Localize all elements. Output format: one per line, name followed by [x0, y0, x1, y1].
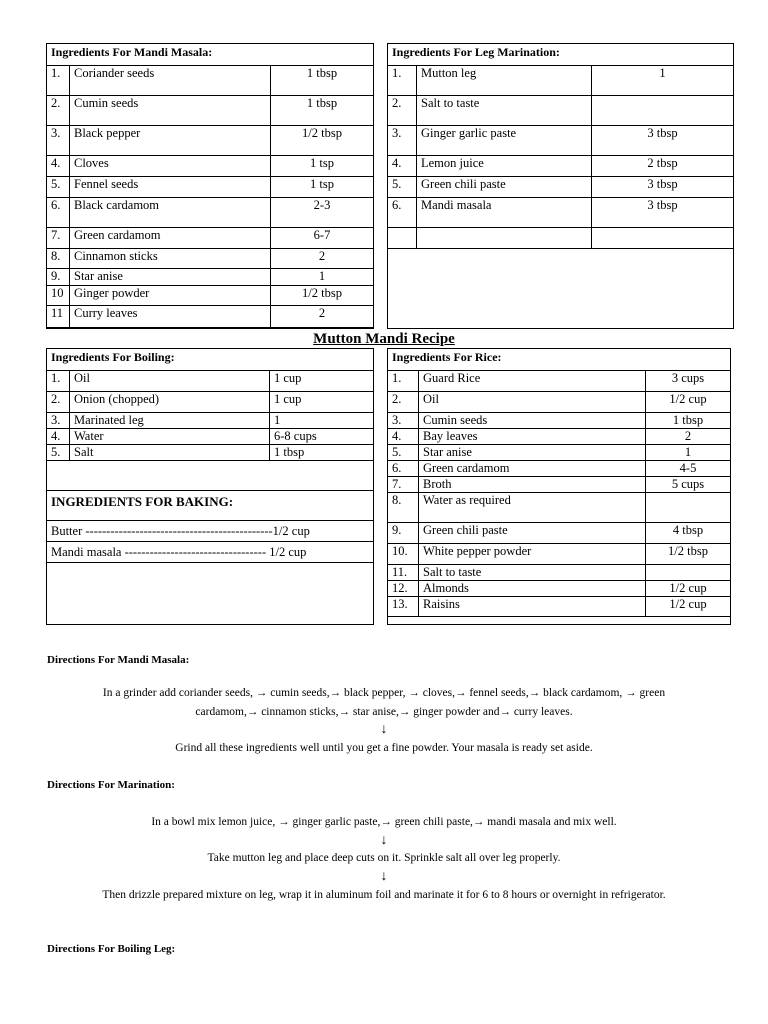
ingredient-qty: 1 tbsp [271, 66, 374, 96]
ingredient-name: Bay leaves [419, 429, 646, 445]
table-row [47, 371, 374, 392]
row-number: 6. [388, 461, 419, 477]
ingredient-qty: 2 [646, 429, 731, 445]
table-row [47, 156, 374, 177]
table-row [388, 565, 731, 581]
ingredient-qty [646, 493, 731, 523]
row-number: 2. [47, 96, 70, 126]
row-number: 4. [388, 429, 419, 445]
ingredient-qty [592, 228, 734, 249]
row-number: 7. [388, 477, 419, 493]
boiling-table [46, 348, 374, 563]
row-number: 12. [388, 581, 419, 597]
ingredient-name: Salt [70, 445, 270, 461]
table-row [388, 429, 731, 445]
directions-marination-line3: Then drizzle prepared mixture on leg, wrap it in aluminum foil and marinate it for 6 to 8 hours or overnight in refrigerator. [102, 889, 666, 901]
table-row [47, 198, 374, 228]
mandi-masala-box [46, 43, 374, 329]
mandi-masala-table [46, 43, 374, 328]
row-number: 3. [388, 413, 419, 429]
mandi-masala-header: Ingredients For Mandi Masala: [47, 44, 374, 66]
ingredient-qty: 2 [271, 306, 374, 328]
row-number: 1. [388, 66, 417, 96]
ingredient-qty: 1 tsp [271, 177, 374, 198]
ingredient-name [417, 228, 592, 249]
row-number: 10. [388, 544, 419, 565]
ingredient-qty: 4-5 [646, 461, 731, 477]
ingredient-name: Green chili paste [419, 523, 646, 544]
row-number: 7. [47, 228, 70, 249]
table-row [47, 228, 374, 249]
ingredient-qty: 1 tbsp [271, 96, 374, 126]
leg-marination-header: Ingredients For Leg Marination: [388, 44, 734, 66]
ingredient-qty: 1 [271, 269, 374, 286]
row-number: 3. [388, 126, 417, 156]
directions-masala-heading: Directions For Mandi Masala: [47, 654, 190, 666]
ingredient-qty: 6-7 [271, 228, 374, 249]
row-number: 9. [47, 269, 70, 286]
ingredient-name: Marinated leg [70, 413, 270, 429]
table-row [388, 597, 731, 617]
row-number: 1. [47, 66, 70, 96]
row-number: 13. [388, 597, 419, 617]
ingredient-name: Water as required [419, 493, 646, 523]
down-arrow-icon: ↓ [380, 869, 388, 884]
row-number: 11 [47, 306, 70, 328]
ingredient-name: Raisins [419, 597, 646, 617]
row-number: 8. [388, 493, 419, 523]
table-row [47, 126, 374, 156]
row-number: 4. [47, 429, 70, 445]
row-number: 5. [47, 445, 70, 461]
ingredient-name: Curry leaves [70, 306, 271, 328]
ingredient-qty: 2-3 [271, 198, 374, 228]
table-row [388, 544, 731, 565]
ingredient-qty: 1 tsp [271, 156, 374, 177]
ingredient-name: Cinnamon sticks [70, 249, 271, 269]
ingredient-name: Cloves [70, 156, 271, 177]
ingredient-name: Star anise [419, 445, 646, 461]
row-number: 9. [388, 523, 419, 544]
row-number: 5. [388, 177, 417, 198]
row-number: 6. [388, 198, 417, 228]
table-row [47, 445, 374, 461]
ingredient-qty: 1 [646, 445, 731, 461]
ingredient-name: Green cardamom [419, 461, 646, 477]
table-row [388, 477, 731, 493]
boiling-blank-row [47, 461, 374, 491]
row-number: 6. [47, 198, 70, 228]
ingredient-name: Water [70, 429, 270, 445]
ingredient-qty: 1 tbsp [646, 413, 731, 429]
table-row [388, 445, 731, 461]
row-number: 10 [47, 286, 70, 306]
table-row [388, 228, 734, 249]
ingredient-name: Coriander seeds [70, 66, 271, 96]
baking-header: INGREDIENTS FOR BAKING: [47, 491, 374, 521]
table-row [388, 126, 734, 156]
ingredient-name: Black pepper [70, 126, 271, 156]
down-arrow-icon: ↓ [380, 833, 388, 848]
ingredient-qty: 1/2 tbsp [646, 544, 731, 565]
table-row [388, 198, 734, 228]
ingredient-name: Guard Rice [419, 371, 646, 392]
directions-masala-line2: cardamom,→ cinnamon sticks,→ star anise,→ ginger powder and→ curry leaves. [195, 706, 573, 718]
table-row [47, 269, 374, 286]
table-row [47, 96, 374, 126]
ingredient-qty: 3 tbsp [592, 126, 734, 156]
ingredient-qty: 1/2 tbsp [271, 126, 374, 156]
ingredient-qty: 2 [271, 249, 374, 269]
table-row [47, 177, 374, 198]
rice-table [387, 348, 731, 617]
ingredient-qty: 4 tbsp [646, 523, 731, 544]
ingredient-qty: 1/2 cup [646, 597, 731, 617]
table-row [388, 413, 731, 429]
directions-masala-line3: Grind all these ingredients well until you get a fine powder. Your masala is ready set aside. [175, 742, 593, 754]
row-number: 3. [47, 413, 70, 429]
ingredient-qty: 6-8 cups [270, 429, 374, 445]
ingredient-qty: 1/2 cup [646, 581, 731, 597]
row-number: 5. [388, 445, 419, 461]
ingredient-name: Onion (chopped) [70, 392, 270, 413]
directions-boiling-heading: Directions For Boiling Leg: [47, 943, 176, 955]
row-number: 8. [47, 249, 70, 269]
table-row [47, 306, 374, 328]
row-number: 11. [388, 565, 419, 581]
ingredient-name: Mutton leg [417, 66, 592, 96]
table-row [47, 413, 374, 429]
ingredient-qty: 5 cups [646, 477, 731, 493]
table-row [388, 581, 731, 597]
row-number: 2. [47, 392, 70, 413]
table-row [47, 66, 374, 96]
ingredient-qty [646, 565, 731, 581]
row-number [388, 228, 417, 249]
ingredient-name: Green chili paste [417, 177, 592, 198]
ingredient-name: Green cardamom [70, 228, 271, 249]
ingredient-name: Oil [70, 371, 270, 392]
ingredient-qty: 2 tbsp [592, 156, 734, 177]
down-arrow-icon: ↓ [380, 722, 388, 737]
ingredient-name: Fennel seeds [70, 177, 271, 198]
ingredient-qty: 1/2 tbsp [271, 286, 374, 306]
row-number: 1. [47, 371, 70, 392]
boiling-box [46, 348, 374, 625]
table-row [388, 66, 734, 96]
row-number: 3. [47, 126, 70, 156]
ingredient-qty [592, 96, 734, 126]
baking-line-masala: Mandi masala ---------------------------------- 1/2 cup [47, 542, 374, 563]
ingredient-name: Black cardamom [70, 198, 271, 228]
ingredient-name: Broth [419, 477, 646, 493]
leg-marination-box [387, 43, 734, 329]
table-row [47, 429, 374, 445]
ingredient-qty: 1/2 cup [646, 392, 731, 413]
ingredient-name: Salt to taste [419, 565, 646, 581]
ingredient-name: Oil [419, 392, 646, 413]
ingredient-qty: 1 cup [270, 371, 374, 392]
directions-marination-line1: In a bowl mix lemon juice, → ginger garlic paste,→ green chili paste,→ mandi masala and mix well. [151, 816, 617, 828]
ingredient-qty: 3 tbsp [592, 198, 734, 228]
ingredient-name: Star anise [70, 269, 271, 286]
ingredient-name: Mandi masala [417, 198, 592, 228]
ingredient-qty: 1 [270, 413, 374, 429]
ingredient-qty: 3 tbsp [592, 177, 734, 198]
boiling-header: Ingredients For Boiling: [47, 349, 374, 371]
row-number: 5. [47, 177, 70, 198]
table-row [388, 177, 734, 198]
ingredient-qty: 1 cup [270, 392, 374, 413]
ingredient-name: Ginger garlic paste [417, 126, 592, 156]
ingredient-name: Almonds [419, 581, 646, 597]
table-row [388, 493, 731, 523]
table-row [388, 523, 731, 544]
rice-box [387, 348, 731, 625]
ingredient-qty: 3 cups [646, 371, 731, 392]
rice-header: Ingredients For Rice: [388, 349, 731, 371]
table-row [388, 461, 731, 477]
ingredient-qty: 1 tbsp [270, 445, 374, 461]
table-row [47, 286, 374, 306]
table-row [388, 96, 734, 126]
leg-marination-table [387, 43, 734, 249]
page-title: Mutton Mandi Recipe [313, 331, 455, 347]
row-number: 1. [388, 371, 419, 392]
directions-masala-line1: In a grinder add coriander seeds, → cumin seeds,→ black pepper, → cloves,→ fennel seeds,→ black cardamom, → green [102, 687, 666, 699]
ingredient-name: White pepper powder [419, 544, 646, 565]
directions-marination-line2: Take mutton leg and place deep cuts on it. Sprinkle salt all over leg properly. [207, 852, 561, 864]
table-row [388, 392, 731, 413]
row-number: 2. [388, 392, 419, 413]
table-row [47, 392, 374, 413]
row-number: 4. [47, 156, 70, 177]
ingredient-name: Cumin seeds [419, 413, 646, 429]
row-number: 2. [388, 96, 417, 126]
table-row [388, 371, 731, 392]
ingredient-name: Salt to taste [417, 96, 592, 126]
table-row [47, 249, 374, 269]
ingredient-name: Cumin seeds [70, 96, 271, 126]
ingredient-name: Lemon juice [417, 156, 592, 177]
ingredient-qty: 1 [592, 66, 734, 96]
table-row [388, 156, 734, 177]
directions-marination-heading: Directions For Marination: [47, 779, 175, 791]
row-number: 4. [388, 156, 417, 177]
ingredient-name: Ginger powder [70, 286, 271, 306]
baking-line-butter: Butter ---------------------------------------------1/2 cup [47, 521, 374, 542]
